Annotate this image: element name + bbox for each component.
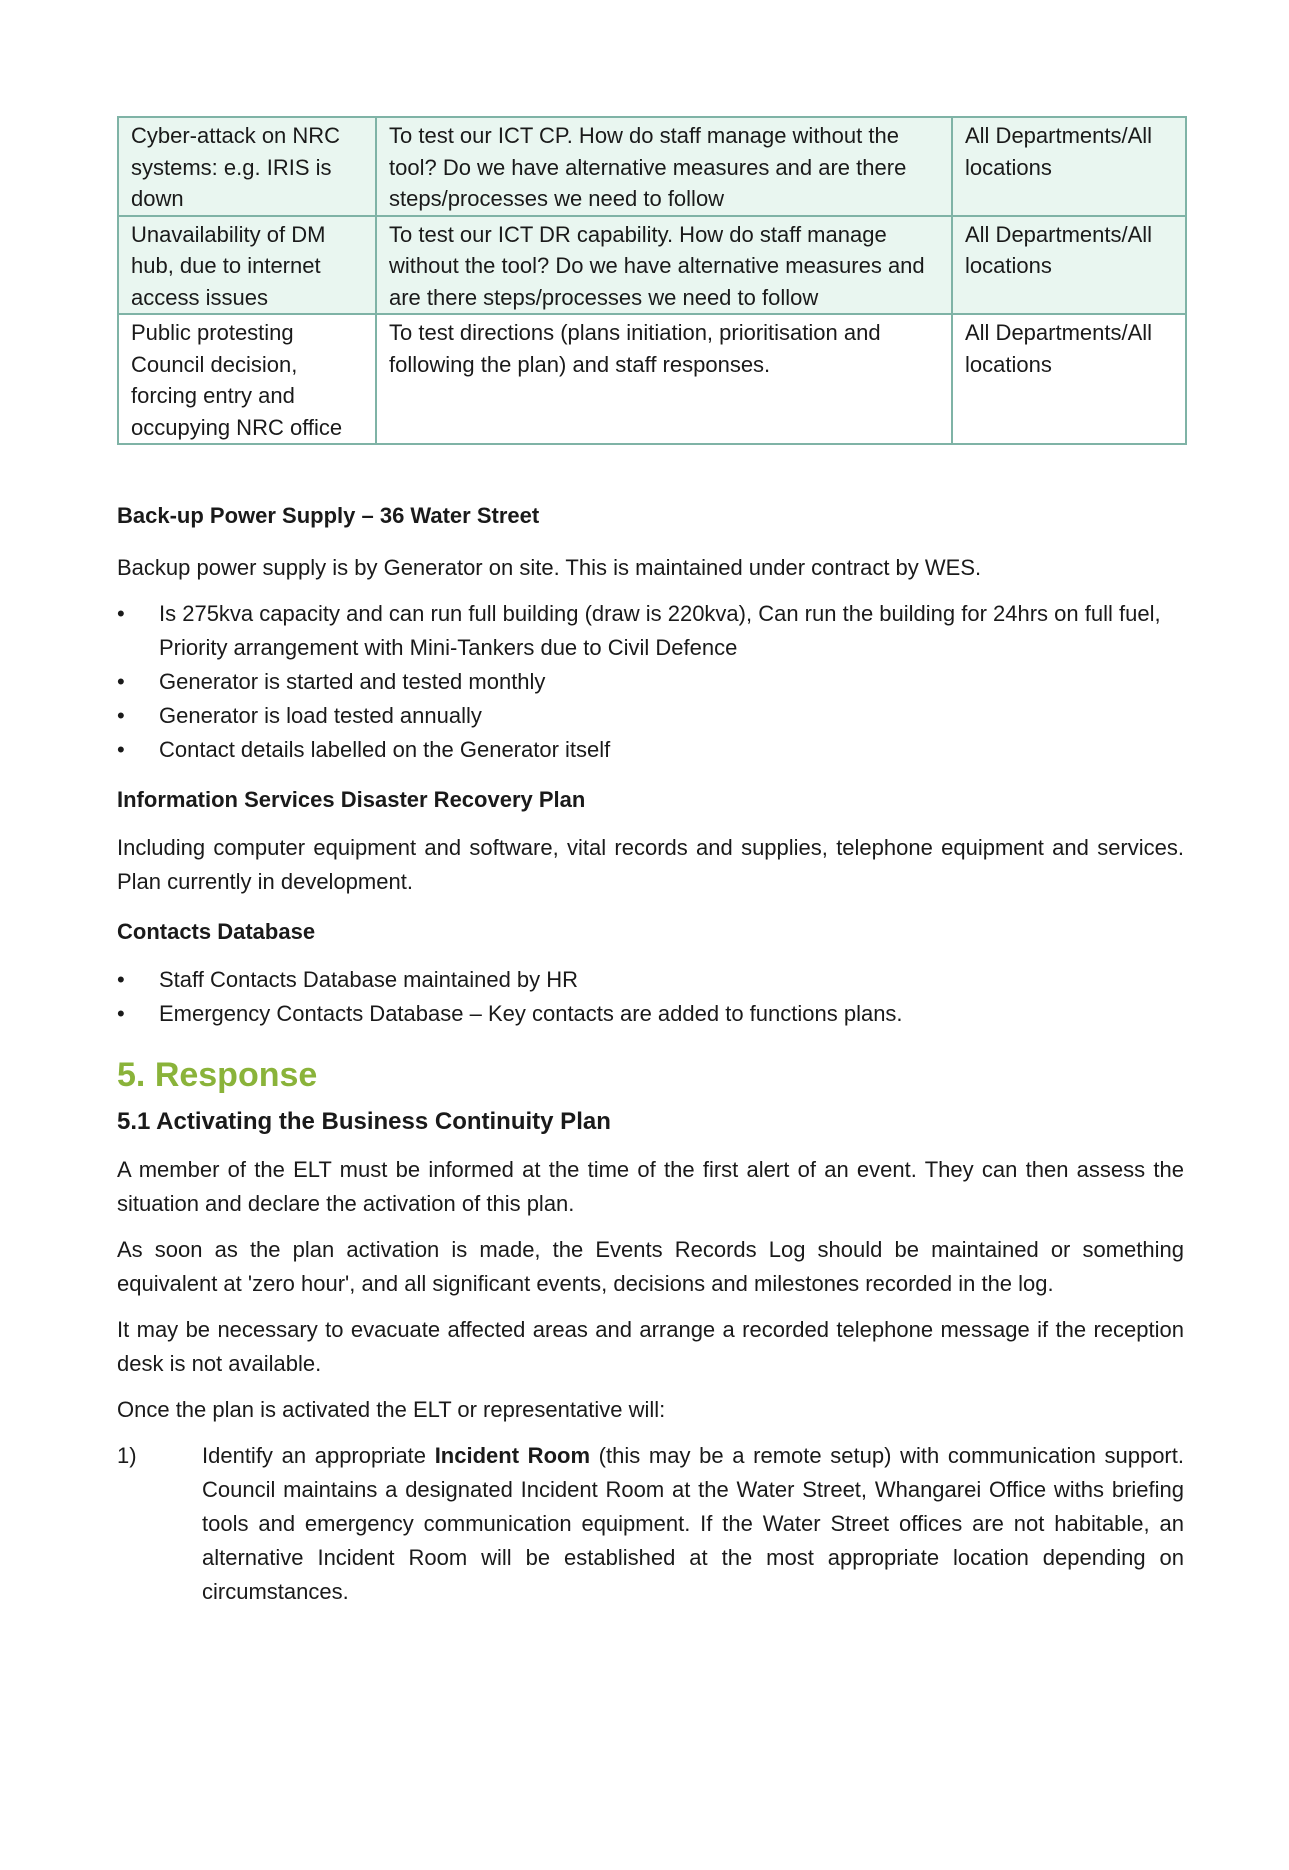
paragraph: Once the plan is activated the ELT or representative will:: [117, 1397, 666, 1422]
purpose-cell: To test directions (plans initiation, prioritisation and following the plan) and staff responses.: [376, 314, 952, 444]
list-item: • Contact details labelled on the Generator itself: [117, 733, 1184, 767]
section-heading-response: [117, 1053, 1184, 1097]
exercise-scenarios-table: [117, 116, 1187, 445]
section-title: Response: [154, 1056, 318, 1094]
table-row: [118, 117, 1186, 216]
table-row: [118, 314, 1186, 444]
scope-cell: All Departments/All locations: [952, 216, 1186, 315]
bullet-icon: •: [117, 601, 125, 626]
list-item: • Emergency Contacts Database – Key contacts are added to functions plans.: [117, 997, 1184, 1031]
table-row: [118, 216, 1186, 315]
contacts-list: [117, 963, 1184, 1031]
bullet-icon: •: [117, 703, 125, 728]
backup-power-list: [117, 597, 1184, 767]
bullet-icon: •: [117, 967, 125, 992]
list-item: • Is 275kva capacity and can run full building (draw is 220kva), Can run the building for 24hrs on full fuel, Priority arrangement with Mini-Tankers due to Civil Defence: [117, 597, 1184, 665]
bullet-icon: •: [117, 1001, 125, 1026]
bullet-icon: •: [117, 669, 125, 694]
numbered-step: 1) Identify an appropriate Incident Room (this may be a remote setup) with communication support. Council maintains a designated Incident Room at the Water Street, Whangarei Office withs briefing tools and emergency communication equipment. If the Water Street offices are not habitable, an alternative Incident Room will be established at the most appropriate location depending on circumstances.: [117, 1439, 1184, 1609]
list-item: • Generator is started and tested monthly: [117, 665, 1184, 699]
scenario-cell: Cyber-attack on NRC systems: e.g. IRIS is down: [118, 117, 376, 216]
scope-cell: All Departments/All locations: [952, 314, 1186, 444]
list-item: • Generator is load tested annually: [117, 699, 1184, 733]
step-number: 1): [117, 1443, 137, 1468]
incident-room-term: Incident Room: [434, 1443, 591, 1468]
list-item: • Staff Contacts Database maintained by HR: [117, 963, 1184, 997]
paragraph: It may be necessary to evacuate affected areas and arrange a recorded telephone message if the reception desk is not available.: [117, 1317, 1184, 1376]
backup-power-heading: Back-up Power Supply – 36 Water Street: [117, 503, 540, 528]
scenario-cell: Public protesting Council decision, forcing entry and occupying NRC office: [118, 314, 376, 444]
contacts-heading: Contacts Database: [117, 919, 316, 944]
is-drp-heading: Information Services Disaster Recovery Plan: [117, 787, 586, 812]
paragraph: As soon as the plan activation is made, the Events Records Log should be maintained or something equivalent at 'zero hour', and all significant events, decisions and milestones recorded in the log.: [117, 1237, 1184, 1296]
backup-power-intro: Backup power supply is by Generator on site. This is maintained under contract by WES.: [117, 555, 982, 580]
subsection-heading: 5.1 Activating the Business Continuity Plan: [117, 1108, 611, 1135]
purpose-cell: To test our ICT DR capability. How do staff manage without the tool? Do we have alternative measures and are there steps/processes we need to follow: [376, 216, 952, 315]
is-drp-text: Including computer equipment and software, vital records and supplies, telephone equipment and services. Plan currently in development.: [117, 835, 1184, 894]
scope-cell: All Departments/All locations: [952, 117, 1186, 216]
document-page: [117, 116, 1184, 1609]
purpose-cell: To test our ICT CP. How do staff manage without the tool? Do we have alternative measures and are there steps/processes we need to follow: [376, 117, 952, 216]
section-number: 5.: [117, 1056, 146, 1094]
scenario-cell: Unavailability of DM hub, due to internet access issues: [118, 216, 376, 315]
paragraph: A member of the ELT must be informed at the time of the first alert of an event. They can then assess the situation and declare the activation of this plan.: [117, 1157, 1184, 1216]
bullet-icon: •: [117, 737, 125, 762]
